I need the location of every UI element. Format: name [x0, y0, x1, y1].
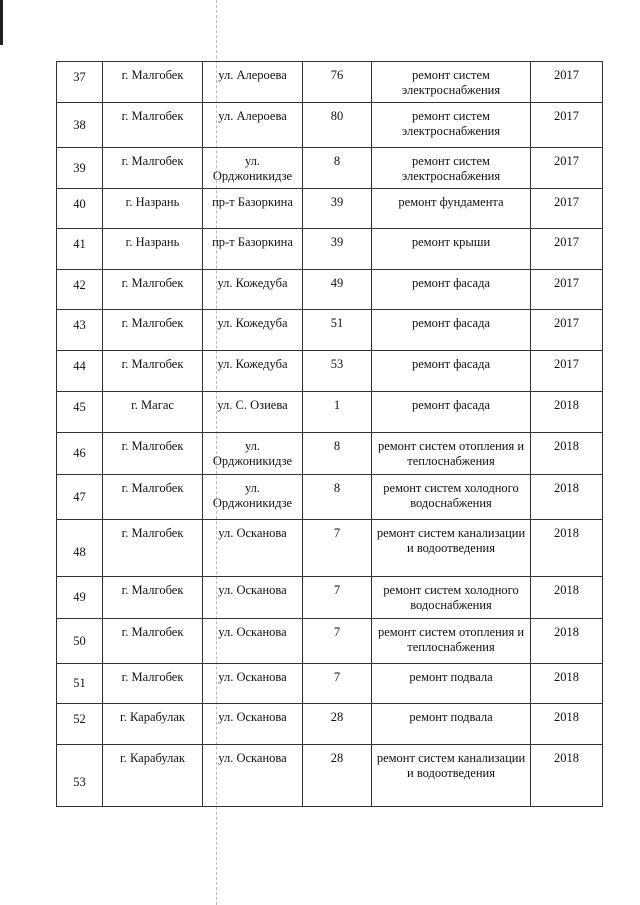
street-cell: ул. Осканова	[203, 704, 303, 745]
house-cell: 80	[303, 103, 372, 148]
house-cell: 49	[303, 270, 372, 310]
row-number: 45	[57, 392, 103, 433]
row-number: 42	[57, 270, 103, 310]
table-row	[57, 619, 603, 664]
work-cell: ремонт подвала	[372, 704, 531, 745]
year-cell: 2017	[531, 270, 603, 310]
city-cell: г. Малгобек	[103, 619, 203, 664]
house-cell: 8	[303, 148, 372, 189]
street-cell: ул. Осканова	[203, 745, 303, 807]
table-row	[57, 229, 603, 270]
house-cell: 7	[303, 577, 372, 619]
repair-register-table	[56, 61, 603, 807]
city-cell: г. Назрань	[103, 189, 203, 229]
street-cell: ул. Кожедуба	[203, 351, 303, 392]
street-cell: ул. Орджоникидзе	[203, 433, 303, 475]
work-cell: ремонт фасада	[372, 351, 531, 392]
city-cell: г. Малгобек	[103, 148, 203, 189]
year-cell: 2017	[531, 189, 603, 229]
city-cell: г. Малгобек	[103, 577, 203, 619]
year-cell: 2017	[531, 351, 603, 392]
city-cell: г. Назрань	[103, 229, 203, 270]
year-cell: 2018	[531, 577, 603, 619]
city-cell: г. Магас	[103, 392, 203, 433]
work-cell: ремонт крыши	[372, 229, 531, 270]
house-cell: 7	[303, 520, 372, 577]
table-row	[57, 475, 603, 520]
house-cell: 28	[303, 745, 372, 807]
street-cell: ул. Осканова	[203, 577, 303, 619]
work-cell: ремонт фасада	[372, 270, 531, 310]
work-cell: ремонт систем отопления и теплоснабжения	[372, 619, 531, 664]
row-number: 41	[57, 229, 103, 270]
city-cell: г. Малгобек	[103, 351, 203, 392]
year-cell: 2017	[531, 229, 603, 270]
city-cell: г. Малгобек	[103, 62, 203, 103]
year-cell: 2018	[531, 392, 603, 433]
city-cell: г. Малгобек	[103, 475, 203, 520]
table-row	[57, 148, 603, 189]
year-cell: 2018	[531, 745, 603, 807]
work-cell: ремонт систем отопления и теплоснабжения	[372, 433, 531, 475]
work-cell: ремонт систем канализации и водоотведения	[372, 745, 531, 807]
city-cell: г. Малгобек	[103, 310, 203, 351]
work-cell: ремонт подвала	[372, 664, 531, 704]
row-number: 49	[57, 577, 103, 619]
house-cell: 7	[303, 664, 372, 704]
work-cell: ремонт систем электроснабжения	[372, 62, 531, 103]
row-number: 40	[57, 189, 103, 229]
house-cell: 51	[303, 310, 372, 351]
table-row	[57, 392, 603, 433]
row-number: 51	[57, 664, 103, 704]
work-cell: ремонт фундамента	[372, 189, 531, 229]
house-cell: 7	[303, 619, 372, 664]
row-number: 52	[57, 704, 103, 745]
table-row	[57, 103, 603, 148]
year-cell: 2018	[531, 520, 603, 577]
row-number: 37	[57, 62, 103, 103]
table-row	[57, 270, 603, 310]
city-cell: г. Малгобек	[103, 433, 203, 475]
work-cell: ремонт фасада	[372, 392, 531, 433]
row-number: 38	[57, 103, 103, 148]
street-cell: ул. Кожедуба	[203, 270, 303, 310]
house-cell: 28	[303, 704, 372, 745]
table-row	[57, 433, 603, 475]
table-row	[57, 704, 603, 745]
street-cell: ул. Алероева	[203, 62, 303, 103]
house-cell: 76	[303, 62, 372, 103]
street-cell: ул. Кожедуба	[203, 310, 303, 351]
year-cell: 2018	[531, 475, 603, 520]
work-cell: ремонт систем электроснабжения	[372, 148, 531, 189]
city-cell: г. Малгобек	[103, 520, 203, 577]
street-cell: ул. Орджоникидзе	[203, 475, 303, 520]
house-cell: 8	[303, 433, 372, 475]
house-cell: 53	[303, 351, 372, 392]
table-row	[57, 310, 603, 351]
table-row	[57, 189, 603, 229]
year-cell: 2018	[531, 619, 603, 664]
year-cell: 2018	[531, 433, 603, 475]
house-cell: 8	[303, 475, 372, 520]
work-cell: ремонт систем холодного водоснабжения	[372, 475, 531, 520]
row-number: 48	[57, 520, 103, 577]
street-cell: пр-т Базоркина	[203, 189, 303, 229]
street-cell: ул. С. Озиева	[203, 392, 303, 433]
house-cell: 1	[303, 392, 372, 433]
row-number: 50	[57, 619, 103, 664]
row-number: 47	[57, 475, 103, 520]
table-row	[57, 745, 603, 807]
city-cell: г. Малгобек	[103, 103, 203, 148]
year-cell: 2018	[531, 664, 603, 704]
table-row	[57, 664, 603, 704]
street-cell: ул. Осканова	[203, 520, 303, 577]
year-cell: 2018	[531, 704, 603, 745]
row-number: 39	[57, 148, 103, 189]
street-cell: ул. Осканова	[203, 664, 303, 704]
street-cell: ул. Алероева	[203, 103, 303, 148]
row-number: 53	[57, 745, 103, 807]
year-cell: 2017	[531, 103, 603, 148]
city-cell: г. Малгобек	[103, 270, 203, 310]
street-cell: пр-т Базоркина	[203, 229, 303, 270]
table-row	[57, 520, 603, 577]
row-number: 46	[57, 433, 103, 475]
street-cell: ул. Осканова	[203, 619, 303, 664]
city-cell: г. Карабулак	[103, 745, 203, 807]
scan-edge-mark	[0, 0, 3, 45]
table-row	[57, 577, 603, 619]
row-number: 44	[57, 351, 103, 392]
row-number: 43	[57, 310, 103, 351]
work-cell: ремонт систем холодного водоснабжения	[372, 577, 531, 619]
year-cell: 2017	[531, 62, 603, 103]
year-cell: 2017	[531, 148, 603, 189]
house-cell: 39	[303, 229, 372, 270]
year-cell: 2017	[531, 310, 603, 351]
house-cell: 39	[303, 189, 372, 229]
table-row	[57, 62, 603, 103]
city-cell: г. Малгобек	[103, 664, 203, 704]
street-cell: ул. Орджоникидзе	[203, 148, 303, 189]
work-cell: ремонт систем электроснабжения	[372, 103, 531, 148]
table-row	[57, 351, 603, 392]
work-cell: ремонт систем канализации и водоотведения	[372, 520, 531, 577]
work-cell: ремонт фасада	[372, 310, 531, 351]
city-cell: г. Карабулак	[103, 704, 203, 745]
